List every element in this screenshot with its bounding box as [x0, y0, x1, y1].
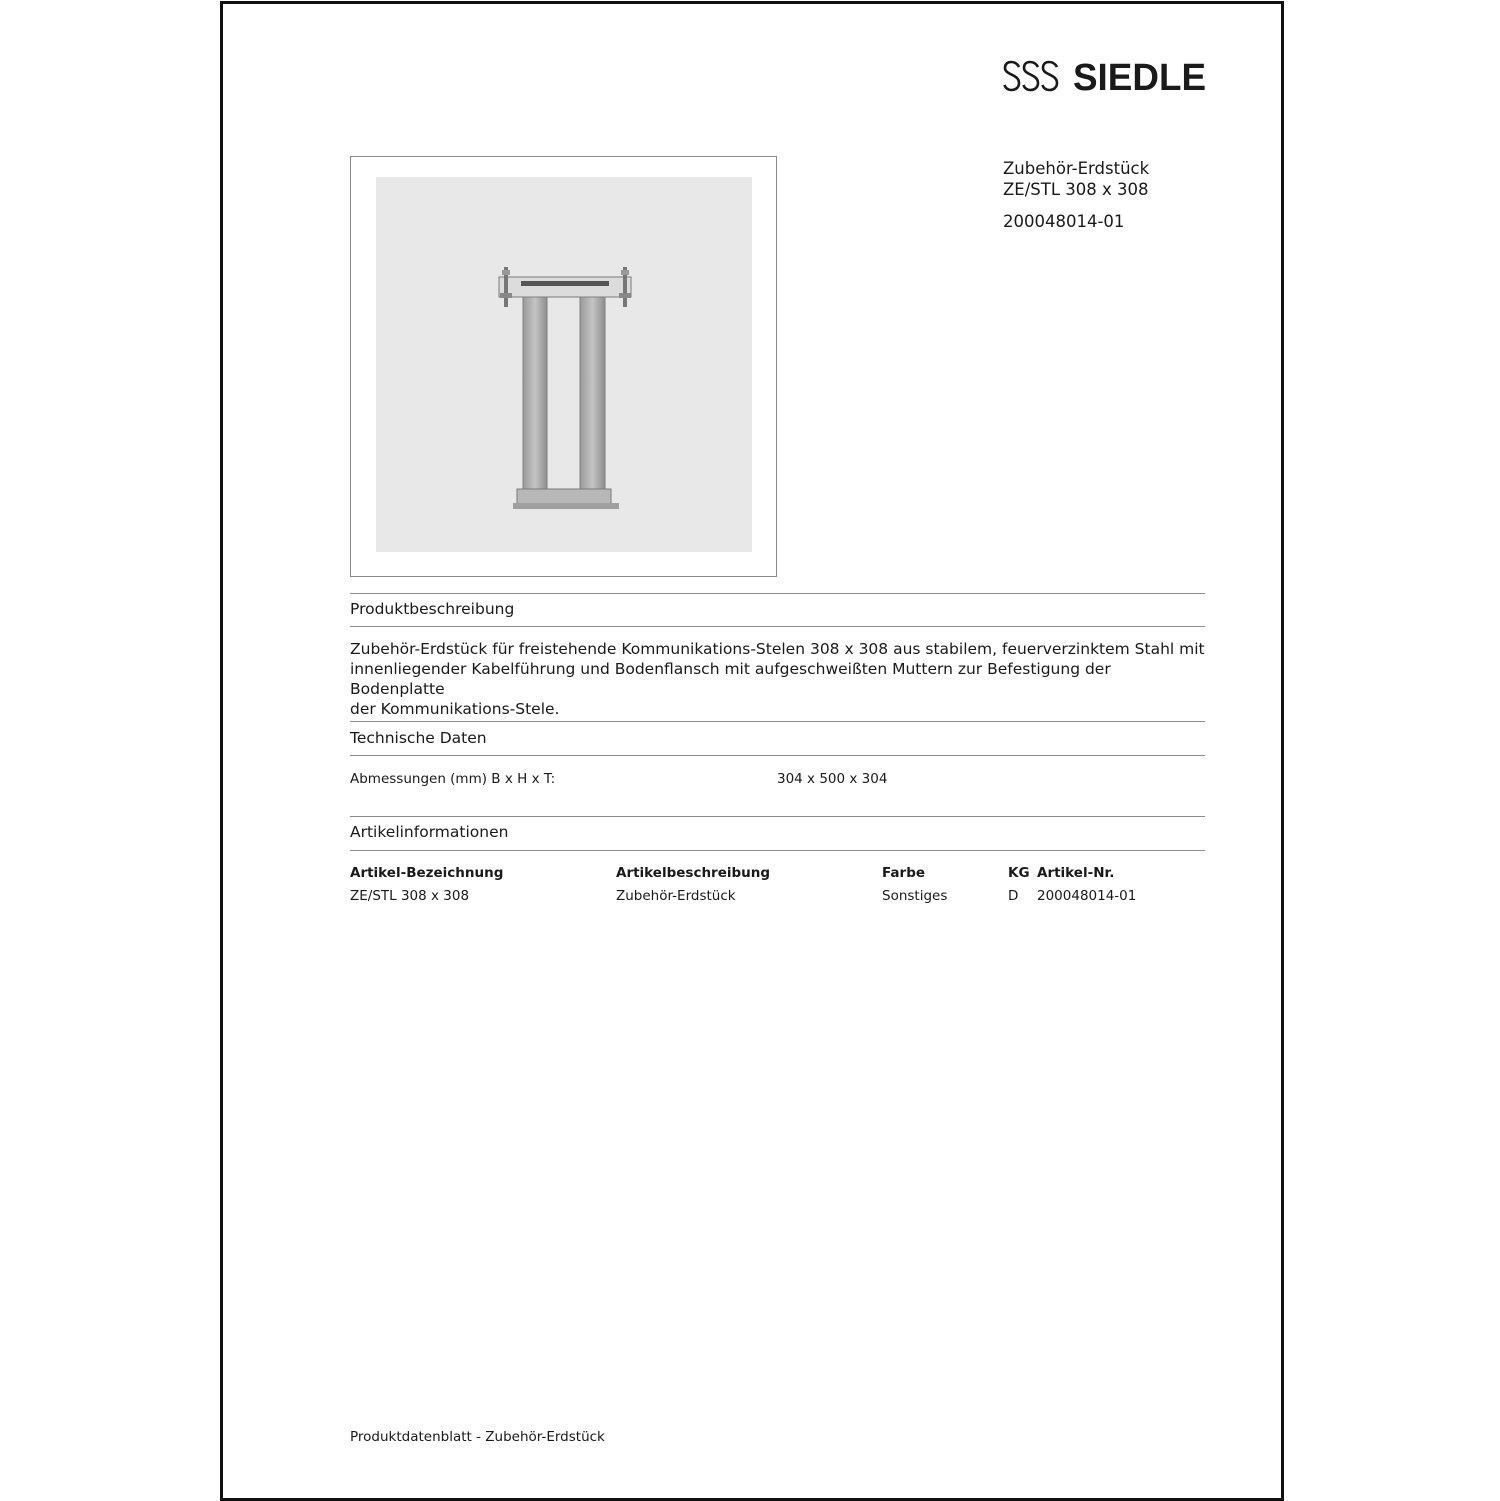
product-model: ZE/STL 308 x 308 [1003, 180, 1149, 199]
product-description [350, 639, 1210, 719]
siedle-logo [1003, 54, 1208, 106]
brand-name: SIEDLE [1073, 57, 1206, 99]
data-sheet-page [220, 1, 1284, 1501]
product-image-frame [350, 156, 777, 577]
divider [350, 816, 1205, 817]
divider [350, 593, 1205, 594]
product-title: Zubehör-Erdstück [1003, 159, 1150, 178]
divider [350, 721, 1205, 722]
divider [350, 850, 1205, 851]
product-number: 200048014-01 [1003, 212, 1125, 231]
article-header-designation: Artikel-Bezeichnung [350, 865, 504, 881]
article-cell-color: Sonstiges [882, 888, 948, 904]
article-cell-description: Zubehör-Erdstück [616, 888, 736, 904]
section-title-article: Artikelinformationen [350, 823, 509, 841]
description-line: innenliegender Kabelführung und Bodenflansch mit aufgeschweißten Muttern zur Befestigung der Bodenplatte [350, 660, 1111, 698]
technical-label: Abmessungen (mm) B x H x T: [350, 771, 556, 787]
divider [350, 626, 1205, 627]
technical-value: 304 x 500 x 304 [777, 771, 888, 787]
description-line: Zubehör-Erdstück für freistehende Kommunikations-Stelen 308 x 308 aus stabilem, feuerverzinktem Stahl mit [350, 640, 1205, 658]
product-photo [376, 177, 752, 552]
article-header-kg: KG [1008, 865, 1030, 881]
article-cell-kg: D [1008, 888, 1019, 904]
article-cell-designation: ZE/STL 308 x 308 [350, 888, 470, 904]
article-header-number: Artikel-Nr. [1037, 865, 1115, 881]
section-title-technical: Technische Daten [350, 729, 487, 747]
article-cell-number: 200048014-01 [1037, 888, 1137, 904]
article-header-color: Farbe [882, 865, 926, 881]
article-header-description: Artikelbeschreibung [616, 865, 771, 881]
description-line: der Kommunikations-Stele. [350, 700, 560, 718]
page-footer: Produktdatenblatt - Zubehör-Erdstück [350, 1429, 605, 1445]
section-title-description: Produktbeschreibung [350, 600, 515, 618]
product-heading [1003, 158, 1149, 200]
divider [350, 755, 1205, 756]
